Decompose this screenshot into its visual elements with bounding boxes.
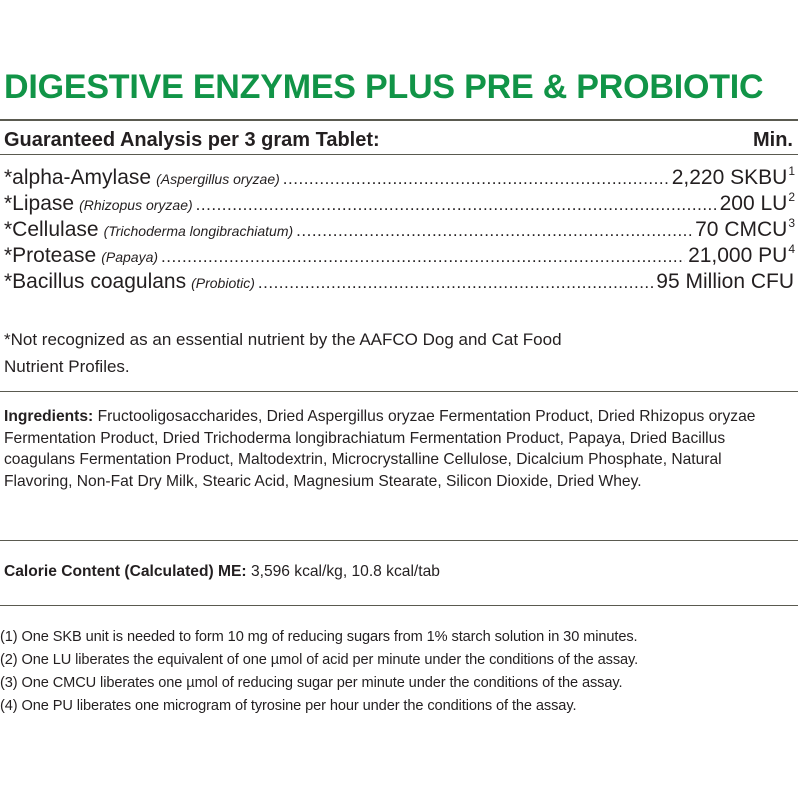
calorie-label: Calorie Content (Calculated) ME: xyxy=(4,563,247,580)
ingredients-label: Ingredients: xyxy=(4,408,94,425)
divider xyxy=(0,391,798,392)
nutrient-row xyxy=(4,242,795,268)
nutrient-row xyxy=(4,216,795,242)
footnote-ref: 1 xyxy=(788,164,795,178)
ingredients-text: Fructooligosaccharides, Dried Aspergillus oryzae Fermentation Product, Dried Rhizopus oryzae Fermentation Product, Dried Trichoderma longibrachiatum Fermentation Product, Papaya, Dried Bacillus coagulans Fermentation Product, Maltodextrin, Microcrystalline Cellulose, Dicalcium Phosphate, Natural Flavoring, Non-Fat Dry Milk, Stearic Acid, Magnesium Stearate, Silicon Dioxide, Dried Whey. xyxy=(4,408,756,490)
footnote: (3) One CMCU liberates one µmol of reducing sugar per minute under the conditions of the assay. xyxy=(0,675,623,691)
guaranteed-analysis-heading: Guaranteed Analysis per 3 gram Tablet: xyxy=(4,129,380,151)
nutrient-amount xyxy=(656,268,795,294)
nutrient-name: *Bacillus coagulans xyxy=(4,270,187,293)
dot-leader xyxy=(283,169,669,189)
nutrient-amount-value: 70 CMCU xyxy=(695,218,788,241)
dot-leader xyxy=(296,221,692,241)
footnote: (4) One PU liberates one microgram of tyrosine per hour under the conditions of the assay. xyxy=(0,698,577,714)
footnote: (1) One SKB unit is needed to form 10 mg of reducing sugars from 1% starch solution in 30 minutes. xyxy=(0,629,638,645)
nutrient-list xyxy=(4,164,795,294)
nutrient-name: *Cellulase xyxy=(4,218,99,241)
nutrient-name: *Lipase xyxy=(4,192,75,215)
nutrient-amount-value: 2,220 SKBU xyxy=(671,166,788,189)
nutrient-amount xyxy=(672,164,795,190)
dot-leader xyxy=(196,195,717,215)
nutrient-row xyxy=(4,268,795,294)
nutrient-name: *alpha-Amylase xyxy=(4,166,152,189)
nutrient-row xyxy=(4,190,795,216)
nutrient-amount-value: 95 Million CFU xyxy=(656,270,794,293)
footnote-ref: 2 xyxy=(788,190,795,204)
nutrient-source: (Aspergillus oryzae) xyxy=(156,171,280,187)
dot-leader xyxy=(161,247,685,267)
footnotes xyxy=(0,626,800,718)
nutrient-amount xyxy=(720,190,795,216)
nutrient-source: (Trichoderma longibrachiatum) xyxy=(103,223,294,239)
divider xyxy=(0,119,798,121)
divider xyxy=(0,540,798,541)
footnote-ref: 3 xyxy=(788,216,795,230)
nutrient-source: (Papaya) xyxy=(101,249,159,265)
nutrient-row xyxy=(4,164,795,190)
nutrient-source: (Rhizopus oryzae) xyxy=(79,197,193,213)
calorie-content xyxy=(4,563,794,581)
aafco-note-line: Nutrient Profiles. xyxy=(4,357,130,376)
footnote-ref: 4 xyxy=(788,242,795,256)
guaranteed-analysis-header xyxy=(4,129,793,152)
nutrient-amount-value: 200 LU xyxy=(719,192,788,215)
divider xyxy=(0,154,798,155)
nutrient-source: (Probiotic) xyxy=(191,275,255,291)
dot-leader xyxy=(258,273,653,293)
divider xyxy=(0,605,798,606)
calorie-value: 3,596 kcal/kg, 10.8 kcal/tab xyxy=(250,563,440,580)
ingredients-section xyxy=(4,406,794,492)
nutrient-amount-value: 21,000 PU xyxy=(688,244,788,267)
footnote: (2) One LU liberates the equivalent of one µmol of acid per minute under the conditions of the assay. xyxy=(0,652,639,668)
nutrient-name: *Protease xyxy=(4,244,97,267)
aafco-note xyxy=(4,326,704,380)
aafco-note-line: *Not recognized as an essential nutrient by the AAFCO Dog and Cat Food xyxy=(4,330,562,349)
product-title: DIGESTIVE ENZYMES PLUS PRE & PROBIOTIC xyxy=(4,68,764,106)
min-label: Min. xyxy=(753,129,793,151)
nutrient-amount xyxy=(688,242,795,268)
nutrient-amount xyxy=(695,216,795,242)
